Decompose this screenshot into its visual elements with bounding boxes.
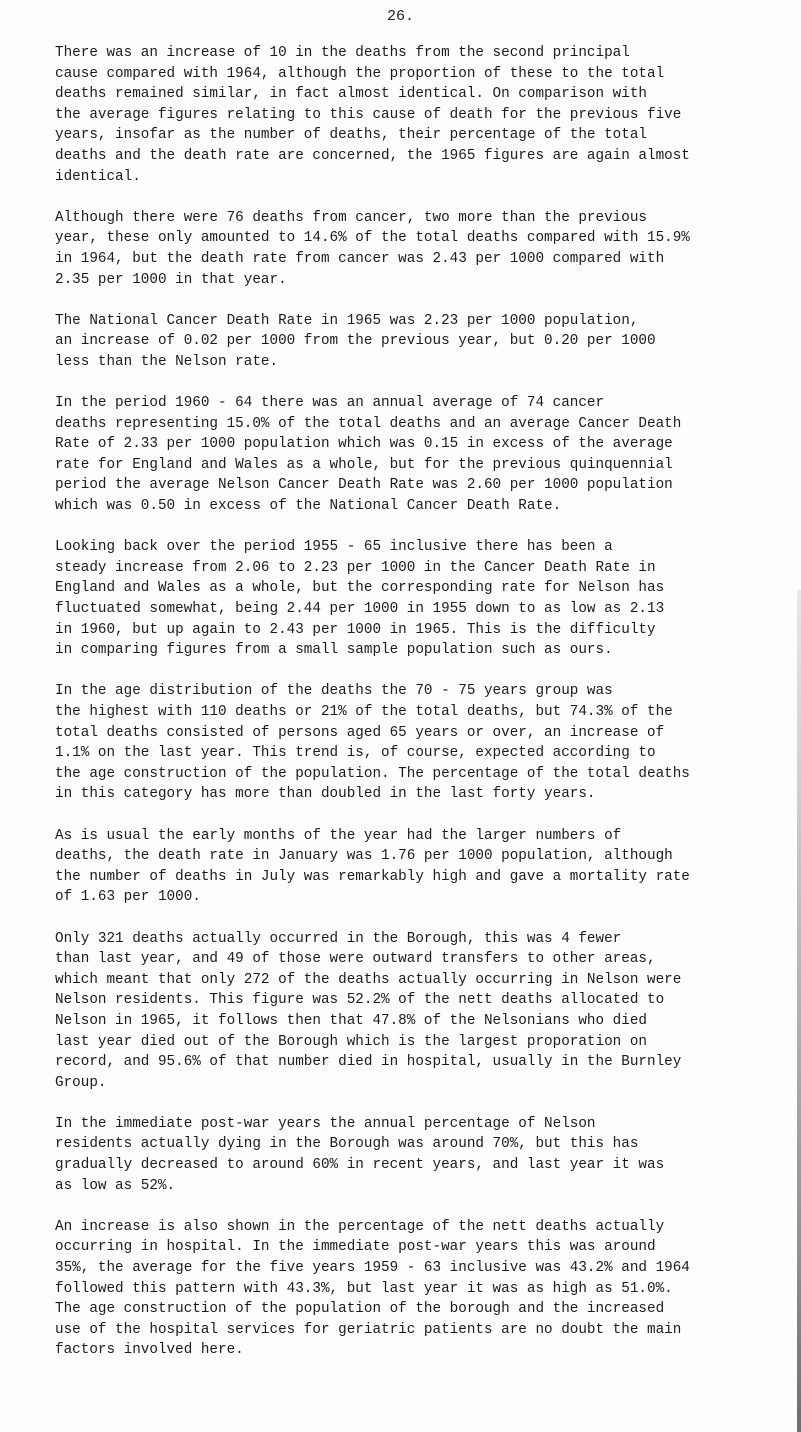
paragraph-monthly-deaths: As is usual the early months of the year had the larger numbers of deaths, the death rate in January was 1.76 per 1000 population, although the number of deaths in July was remarkably high and gave a mortality rate of 1.63 per 1000. [55,827,690,906]
paragraph-national-rate: The National Cancer Death Rate in 1965 was 2.23 per 1000 population, an increase of 0.02 per 1000 from the previous year, but 0.20 per 1000 less than the Nelson rate. [55,312,656,370]
page-number: 26. [386,8,414,25]
paragraph-post-war-residents: In the immediate post-war years the annual percentage of Nelson residents actually dying in the Borough was around 70%, but this has gradually decreased to around 60% in recent years, and last year it was as low as 52%. [55,1115,665,1194]
body-text [55,43,755,1382]
paragraph-period-1960-64: In the period 1960 - 64 there was an annual average of 74 cancer deaths representing 15.0% of the total deaths and an average Cancer Death Rate of 2.33 per 1000 population which was 0.15 in excess of the average rate for England and Wales as a whole, but for the previous quinquennial period the average Nelson Cancer Death Rate was 2.60 per 1000 population which was 0.50 in excess of the National Cancer Death Rate. [55,395,682,515]
paragraph-borough-deaths: Only 321 deaths actually occurred in the Borough, this was 4 fewer than last year, and 49 of those were outward transfers to other areas, which meant that only 272 of the deaths actually occurring in Nelson were Nelson residents. This figure was 52.2% of the nett deaths allocated to Nelson in 1965, it follows then that 47.8% of the Nelsonians who died last year died out of the Borough which is the largest proporation on record, and 95.6% of that number died in hospital, usually in the Burnley Group. [55,930,682,1091]
paragraph-cancer-deaths: Although there were 76 deaths from cancer, two more than the previous year, these only amounted to 14.6% of the total deaths compared with 15.9% in 1964, but the death rate from cancer was 2.43 per 1000 compared with 2.35 per 1000 in that year. [55,209,690,288]
paragraph-period-1955-65: Looking back over the period 1955 - 65 inclusive there has been a steady increase from 2.06 to 2.23 per 1000 in the Cancer Death Rate in England and Wales as a whole, but the corresponding rate for Nelson has fluctuated somewhat, being 2.44 per 1000 in 1955 down to as low as 2.13 in 1960, but up again to 2.43 per 1000 in 1965. This is the difficulty in comparing figures from a small sample population such as ours. [55,539,665,659]
paragraph-hospital-deaths: An increase is also shown in the percentage of the nett deaths actually occurring in hospital. In the immediate post-war years this was around 35%, the average for the five years 1959 - 63 inclusive was 43.2% and 1964 followed this pattern with 43.3%, but last year it was as high as 51.0%. The age construction of the population of the borough and the increased use of the hospital services for geriatric patients are no doubt the main factors involved here. [55,1218,690,1359]
paragraph-age-distribution: In the age distribution of the deaths the 70 - 75 years group was the highest with 110 deaths or 21% of the total deaths, but 74.3% of the total deaths consisted of persons aged 65 years or over, an increase of 1.1% on the last year. This trend is, of course, expected according to the age construction of the population. The percentage of the total deaths in this category has more than doubled in the last forty years. [55,683,690,803]
paragraph-second-cause: There was an increase of 10 in the deaths from the second principal cause compared with 1964, although the proportion of these to the total deaths remained similar, in fact almost identical. On comparison with the average figures relating to this cause of death for the previous five years, insofar as the number of deaths, their percentage of the total deaths and the death rate are concerned, the 1965 figures are again almost identical. [55,45,690,185]
scan-edge-shadow [797,590,801,1432]
